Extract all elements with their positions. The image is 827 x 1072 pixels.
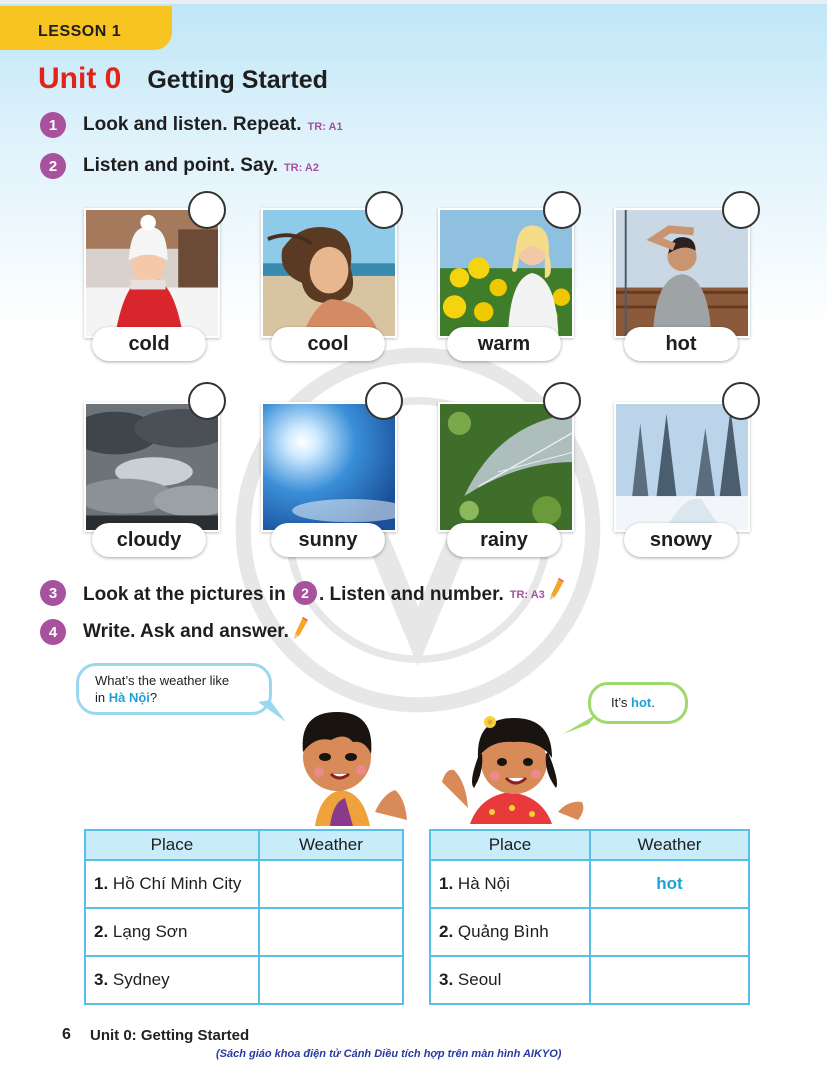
table-row	[430, 908, 749, 956]
boy-character-icon	[275, 702, 415, 826]
question-line-2	[95, 689, 269, 706]
footer-title: Unit 0: Getting Started	[90, 1027, 250, 1044]
task-instruction: Listen and point. Say.	[83, 155, 278, 176]
pencil-icon	[549, 577, 565, 601]
row-number: 2.	[439, 922, 454, 941]
audio-track-label[interactable]: TR: A2	[283, 162, 319, 174]
footer-note: (Sách giáo khoa điện tử Cánh Diều tích hợp trên màn hình AIKYO)	[216, 1048, 562, 1060]
weather-answer-cell[interactable]: hot	[590, 860, 749, 908]
task-instruction	[83, 581, 504, 606]
table-header-weather: Weather	[590, 830, 749, 860]
task-3	[40, 579, 565, 607]
task-1	[40, 111, 343, 139]
word-label-snowy: snowy	[624, 523, 738, 557]
word-label-cloudy: cloudy	[92, 523, 206, 557]
task-number-badge: 3	[40, 580, 66, 606]
answer-circle[interactable]	[365, 191, 403, 229]
place-cell	[430, 860, 590, 908]
table-row	[85, 908, 403, 956]
task-instruction-part: . Listen and number.	[318, 583, 504, 605]
place-cell	[85, 956, 259, 1004]
rainy-photo	[438, 402, 574, 532]
place-cell	[85, 908, 259, 956]
question-text: in	[95, 690, 109, 705]
table-row	[430, 860, 749, 908]
word-label-cool: cool	[271, 327, 385, 361]
answer-circle[interactable]	[188, 191, 226, 229]
unit-title	[38, 62, 328, 96]
word-label-hot: hot	[624, 327, 738, 361]
task-number-badge: 2	[40, 153, 66, 179]
place-name: Hồ Chí Minh City	[112, 874, 242, 893]
answer-circle[interactable]	[722, 191, 760, 229]
question-text: ?	[149, 690, 158, 705]
weather-answer-cell[interactable]	[259, 908, 403, 956]
answer-text: .	[651, 695, 655, 710]
snowy-photo	[614, 402, 750, 532]
place-name: Sydney	[112, 970, 170, 989]
weather-table-left	[84, 829, 404, 1005]
place-name: Lạng Sơn	[112, 922, 188, 941]
table-header-place: Place	[430, 830, 590, 860]
girl-character-icon	[440, 712, 590, 824]
row-number: 2.	[94, 922, 109, 941]
answer-circle[interactable]	[543, 382, 581, 420]
place-cell	[430, 956, 590, 1004]
weather-answer-cell[interactable]	[590, 908, 749, 956]
table-header-place: Place	[85, 830, 259, 860]
place-name: Hà Nội	[457, 874, 510, 893]
lesson-tag: LESSON 1	[0, 6, 172, 50]
hot-photo	[614, 208, 750, 338]
place-cell	[430, 908, 590, 956]
top-strip	[0, 0, 827, 4]
word-label-cold: cold	[92, 327, 206, 361]
task-reference-badge: 2	[293, 581, 317, 605]
audio-track-label[interactable]: TR: A1	[307, 121, 343, 133]
task-number-badge: 4	[40, 619, 66, 645]
word-label-rainy: rainy	[447, 523, 561, 557]
page-number: 6	[62, 1026, 71, 1043]
row-number: 3.	[439, 970, 454, 989]
question-bubble	[76, 663, 272, 715]
task-number-badge: 1	[40, 112, 66, 138]
answer-circle[interactable]	[188, 382, 226, 420]
row-number: 1.	[94, 874, 109, 893]
word-label-warm: warm	[447, 327, 561, 361]
task-2	[40, 152, 319, 180]
table-row	[430, 956, 749, 1004]
place-name: Quảng Bình	[457, 922, 549, 941]
table-row	[85, 956, 403, 1004]
answer-circle[interactable]	[543, 191, 581, 229]
warm-photo	[438, 208, 574, 338]
task-instruction: Look and listen. Repeat.	[83, 114, 302, 135]
answer-text: It’s	[611, 695, 631, 710]
row-number: 1.	[439, 874, 454, 893]
question-line-1: What’s the weather like	[95, 673, 230, 688]
weather-answer-cell[interactable]	[590, 956, 749, 1004]
task-instruction: Write. Ask and answer.	[83, 621, 289, 642]
answer-word: hot	[631, 695, 652, 710]
pencil-icon	[293, 616, 309, 640]
table-header-weather: Weather	[259, 830, 403, 860]
table-row	[85, 860, 403, 908]
audio-track-label[interactable]: TR: A3	[509, 589, 545, 601]
question-place: Hà Nội	[108, 690, 150, 705]
task-4	[40, 618, 309, 646]
sunny-photo	[261, 402, 397, 532]
row-number: 3.	[94, 970, 109, 989]
unit-number: Unit 0	[38, 62, 122, 95]
task-instruction-part: Look at the pictures in	[83, 583, 286, 605]
weather-answer-cell[interactable]	[259, 956, 403, 1004]
answer-circle[interactable]	[722, 382, 760, 420]
answer-circle[interactable]	[365, 382, 403, 420]
weather-answer-cell[interactable]	[259, 860, 403, 908]
unit-name: Getting Started	[147, 66, 328, 94]
word-label-sunny: sunny	[271, 523, 385, 557]
place-cell	[85, 860, 259, 908]
answer-bubble	[588, 682, 688, 724]
cloudy-photo	[84, 402, 220, 532]
weather-table-right	[429, 829, 750, 1005]
place-name: Seoul	[457, 970, 502, 989]
